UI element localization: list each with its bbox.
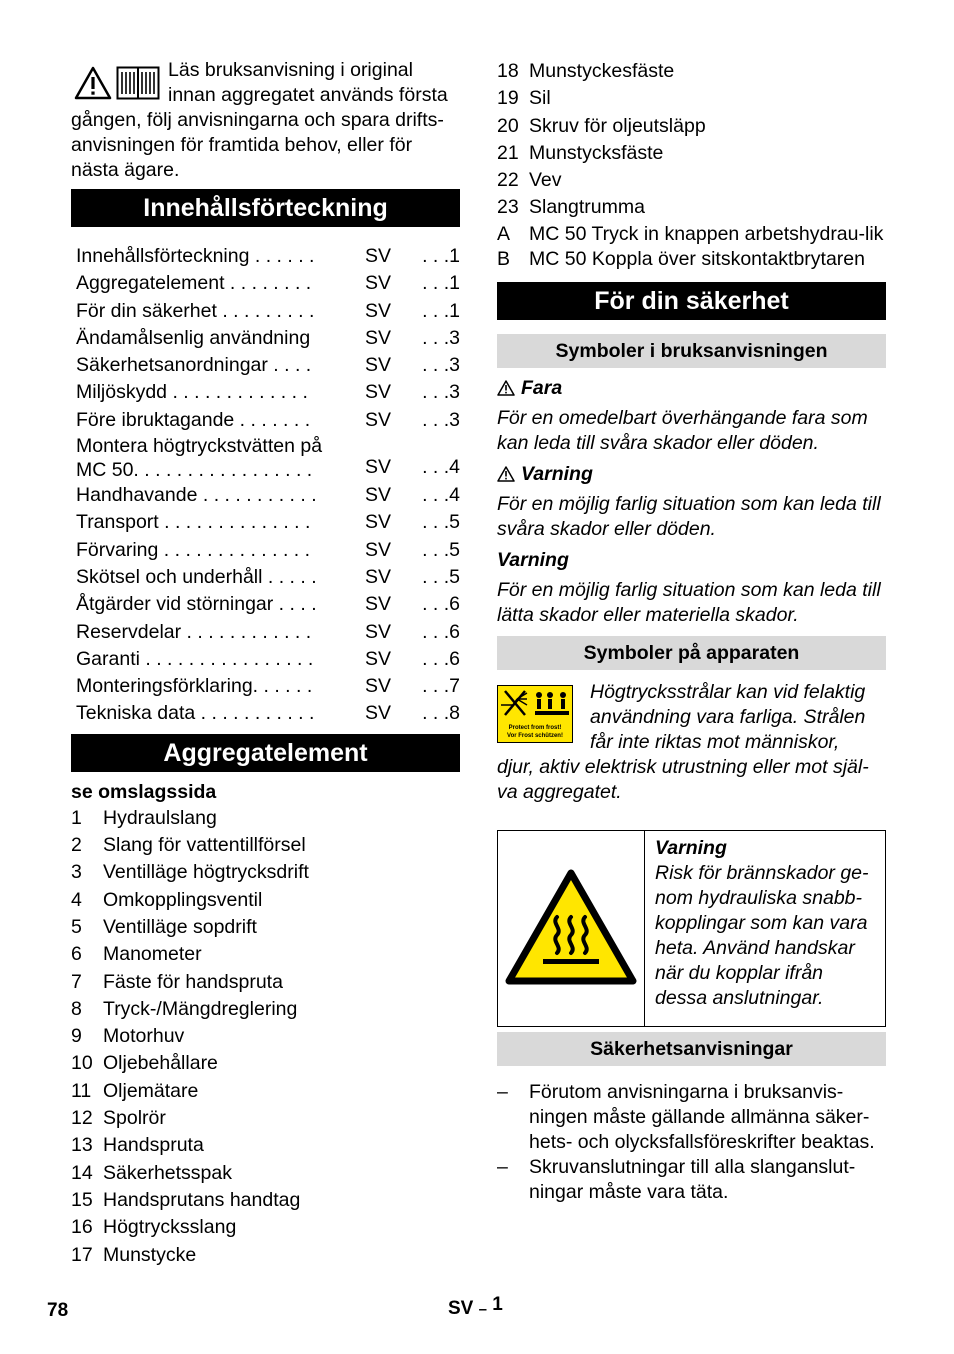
toc-page: . . .3 (422, 408, 460, 431)
list-item-number: 2 (71, 834, 82, 857)
toc-row (76, 537, 460, 564)
frost-text-line-1: Protect from frost! (508, 724, 562, 731)
list-item-number: 3 (71, 861, 82, 884)
list-item-text: Spolrör (103, 1107, 166, 1130)
dash-item-text: Skruvanslutningar till alla slanganslut-ningar måste vara täta. (529, 1155, 856, 1203)
list-item-text: Munstyckesfäste (529, 60, 675, 82)
toc-page: . . .4 (422, 456, 460, 479)
section-page-label (448, 1296, 503, 1322)
symbols-manual-heading: Symboler i bruksanvisningen (497, 334, 886, 368)
toc-page: . . .7 (422, 675, 460, 698)
list-item-number: 21 (497, 141, 519, 164)
toc-lang: SV (365, 511, 392, 534)
toc-row (76, 434, 460, 482)
list-item (71, 832, 460, 859)
device-symbol-lead-text: Högtrycksstrålar kan vid felaktig användning vara farliga. Strålen får inte riktas mot människor, (590, 680, 866, 753)
list-item-number: 10 (71, 1052, 93, 1075)
list-item-text: Högtrycksslang (103, 1216, 237, 1239)
toc-page: . . .1 (422, 272, 460, 295)
dash-bullet: – (497, 1080, 508, 1103)
toc-lang: SV (365, 245, 392, 267)
toc-lang: SV (365, 326, 392, 349)
varning-text-1: För en möjlig farlig situation som kan leda till svåra skador eller döden. (497, 492, 881, 540)
list-item-text: MC 50 Koppla över sitskontaktbrytaren (529, 247, 865, 270)
safety-instructions-heading: Säkerhetsanvisningar (497, 1032, 886, 1066)
toc-page: . . .3 (422, 354, 460, 377)
intro-rest: gången, följ anvisningarna och spara drifts-anvisningen för framtida behov, eller för nästa ägare. (71, 109, 444, 181)
list-item-number: 19 (497, 87, 519, 110)
list-item-text: Skruv för oljeutsläpp (529, 114, 706, 137)
toc-lang: SV (365, 272, 392, 295)
toc-lang: SV (365, 647, 392, 670)
page-number: 78 (47, 1300, 69, 1321)
toc-lang: SV (365, 408, 392, 431)
list-item-number: 11 (71, 1079, 92, 1102)
toc-page: . . .1 (422, 245, 460, 267)
manual-book-icon (116, 66, 160, 100)
list-item (71, 1078, 460, 1105)
warning-triangle-icon (497, 466, 515, 482)
list-item-text: Hydraulslang (103, 806, 217, 829)
toc-row (76, 564, 460, 591)
toc-title: Montera högtryckstvätten på MC 50. . . . . . . . . . . . . . . . . (76, 435, 323, 482)
varning-block-1 (497, 462, 886, 542)
toc-row (76, 673, 460, 700)
warning-triangle-icon (497, 380, 515, 396)
toc-lang: SV (365, 565, 392, 588)
toc-title: Innehållsförteckning . . . . . . (76, 245, 315, 267)
device-symbol-block (497, 680, 886, 805)
toc-title: Miljöskydd . . . . . . . . . . . . . (76, 381, 308, 404)
toc-title: Transport . . . . . . . . . . . . . . (76, 511, 311, 534)
varning-text-2: För en möjlig farlig situation som kan leda till lätta skador eller materiella skador. (497, 578, 881, 626)
toc-row (76, 352, 460, 379)
frost-text-line-2: Vor Frost schützen! (507, 732, 563, 739)
list-item (71, 1105, 460, 1132)
varning-title-2 (497, 548, 886, 573)
list-item-number: 6 (71, 943, 82, 966)
list-item (71, 805, 460, 832)
toc-row (76, 298, 460, 325)
toc-lang: SV (365, 593, 392, 616)
list-item (71, 1187, 460, 1214)
toc-title: Garanti . . . . . . . . . . . . . . . . (76, 647, 314, 670)
toc-title: Förvaring . . . . . . . . . . . . . . (76, 538, 311, 561)
left-column (71, 58, 460, 1269)
toc-title: Skötsel och underhåll . . . . . (76, 565, 317, 588)
list-item (71, 1242, 460, 1269)
list-item-text: Fäste för handspruta (103, 970, 283, 993)
list-item (497, 1155, 886, 1205)
list-item-number: 22 (497, 169, 519, 192)
toc-title: Ändamålsenlig användning (76, 326, 311, 349)
list-item (71, 1160, 460, 1187)
component-list (71, 805, 460, 1269)
list-item-text: Handspruta (103, 1134, 204, 1157)
varning-label-1: Varning (521, 462, 593, 485)
intro-second-line: innan aggregatet används första (168, 84, 448, 106)
toc-page: . . .3 (422, 381, 460, 404)
toc-page: . . .5 (422, 565, 460, 588)
list-item (71, 1023, 460, 1050)
list-item (71, 1132, 460, 1159)
list-item-text: Slangtrumma (529, 196, 645, 219)
list-item-text: Munstycke (103, 1243, 197, 1266)
list-item-number: 17 (71, 1243, 93, 1266)
list-item (497, 58, 886, 85)
burn-warning-icon-cell (498, 831, 645, 1026)
list-item-number: A (497, 222, 511, 245)
list-item (71, 887, 460, 914)
list-item-text: Tryck-/Mängdreglering (103, 997, 298, 1020)
footer-page: 1 (492, 1294, 503, 1315)
hot-surface-icon (505, 869, 637, 987)
toc-lang: SV (365, 456, 392, 479)
right-column (497, 58, 886, 1205)
toc-lang: SV (365, 702, 392, 725)
device-symbol-rest-text: djur, aktiv elektrisk utrustning eller mot själ-va aggregatet. (497, 755, 869, 803)
list-item (71, 1050, 460, 1077)
list-item-number: 9 (71, 1025, 82, 1048)
toc-title: Tekniska data . . . . . . . . . . . (76, 702, 315, 725)
table-of-contents (71, 243, 460, 728)
warning-triangle-icon (74, 66, 112, 100)
list-item-number: 14 (71, 1161, 93, 1184)
toc-title: Aggregatelement . . . . . . . . (76, 272, 312, 295)
intro-block (71, 58, 460, 183)
list-item-number: 23 (497, 196, 519, 219)
list-item-text: Omkopplingsventil (103, 888, 263, 911)
burn-warning-text-cell (645, 831, 885, 1026)
list-item (497, 247, 886, 272)
list-item (71, 914, 460, 941)
toc-page: . . .5 (422, 538, 460, 561)
toc-row (76, 325, 460, 352)
list-item-number: 15 (71, 1188, 93, 1211)
toc-row (76, 407, 460, 434)
list-item-text: Handsprutans handtag (103, 1188, 301, 1211)
list-item-text: Oljemätare (103, 1079, 199, 1102)
list-item-text: Ventilläge högtrycksdrift (103, 861, 309, 884)
list-item (497, 113, 886, 140)
fara-label: Fara (521, 376, 563, 399)
intro-first-line: Läs bruksanvisning i original (168, 59, 413, 81)
list-item-number: 13 (71, 1134, 93, 1157)
list-item-number: 12 (71, 1107, 93, 1130)
symbols-device-heading: Symboler på apparaten (497, 636, 886, 670)
toc-page: . . .4 (422, 484, 460, 507)
list-item-number: B (497, 247, 511, 270)
toc-title: Handhavande . . . . . . . . . . . (76, 484, 317, 507)
list-item (497, 1080, 886, 1155)
burn-warning-label: Varning (655, 836, 727, 859)
toc-lang: SV (365, 538, 392, 561)
see-cover-note: se omslagssida (71, 780, 217, 803)
list-item (71, 859, 460, 886)
aggregat-heading: Aggregatelement (71, 734, 460, 772)
list-item (497, 222, 886, 247)
varning-block-2 (497, 548, 886, 628)
list-item-text: Vev (529, 169, 562, 192)
toc-page: . . .5 (422, 511, 460, 534)
list-item-text: MC 50 Tryck in knappen arbetshydrau-lik (529, 222, 884, 245)
toc-lang: SV (365, 354, 392, 377)
safety-instructions-list (497, 1080, 886, 1205)
high-pressure-warning-icon (497, 685, 573, 743)
burn-warning-text: Risk för brännskador ge-nom hydrauliska snabb-kopplingar som kan vara heta. Använd handskar när du kopplar ifrån dessa anslutningar. (655, 861, 869, 1009)
toc-page: . . .3 (422, 326, 460, 349)
dash-bullet: – (497, 1155, 508, 1178)
list-item-number: 18 (497, 60, 519, 82)
toc-lang: SV (365, 381, 392, 404)
fara-block (497, 376, 886, 456)
fara-text: För en omedelbart överhängande fara som kan leda till svåra skador eller döden. (497, 406, 868, 454)
list-item-number: 5 (71, 915, 82, 938)
footer-lang: SV (448, 1298, 474, 1319)
toc-title: Säkerhetsanordningar . . . . (76, 354, 312, 377)
list-item-text: Sil (529, 87, 551, 110)
list-item-number: 8 (71, 997, 82, 1020)
burn-warning-table (497, 830, 886, 1027)
list-item-text: Oljebehållare (103, 1052, 218, 1075)
toc-title: För din säkerhet . . . . . . . . . (76, 299, 315, 322)
dash-item-text: Förutom anvisningarna i bruksanvis-ningen måste gällande allmänna säker-hets- och olycksfallsföreskrifter beaktas. (529, 1080, 875, 1153)
varning-title-1 (497, 462, 886, 487)
list-item (497, 85, 886, 112)
toc-row (76, 270, 460, 297)
toc-lang: SV (365, 675, 392, 698)
list-item (497, 167, 886, 194)
list-item-text: Ventilläge sopdrift (103, 915, 257, 938)
list-item (71, 996, 460, 1023)
intro-icons (74, 66, 160, 100)
list-item-text: Manometer (103, 943, 202, 966)
list-item-number: 1 (71, 806, 82, 829)
list-item-text: Slang för vattentillförsel (103, 834, 306, 857)
toc-row (76, 591, 460, 618)
list-item-text: Säkerhetsspak (103, 1161, 232, 1184)
toc-row (76, 509, 460, 536)
list-item-number: 4 (71, 888, 82, 911)
toc-page: . . .6 (422, 647, 460, 670)
toc-lang: SV (365, 484, 392, 507)
toc-page: . . .8 (422, 702, 460, 725)
toc-page: . . .6 (422, 620, 460, 643)
toc-row (76, 619, 460, 646)
list-item-text: Munstycksfäste (529, 141, 664, 164)
toc-heading: Innehållsförteckning (71, 189, 460, 227)
footer-separator: – (478, 1301, 487, 1318)
toc-title: Monteringsförklaring. . . . . . (76, 675, 313, 698)
list-item-number: 7 (71, 970, 82, 993)
toc-row (76, 243, 460, 270)
component-list-continued (497, 58, 886, 272)
list-item (71, 941, 460, 968)
list-item (71, 969, 460, 996)
toc-lang: SV (365, 620, 392, 643)
list-item (497, 194, 886, 221)
fara-title (497, 376, 886, 401)
varning-label-2: Varning (497, 548, 569, 571)
toc-page: . . .6 (422, 593, 460, 616)
list-item-number: 16 (71, 1216, 93, 1239)
list-item (497, 140, 886, 167)
toc-title: Åtgärder vid störningar . . . . (76, 593, 317, 616)
toc-row (76, 482, 460, 509)
toc-title: Före ibruktagande . . . . . . . (76, 408, 311, 431)
toc-row (76, 379, 460, 406)
toc-title: Reservdelar . . . . . . . . . . . . (76, 620, 312, 643)
safety-heading: För din säkerhet (497, 282, 886, 320)
list-item-number: 20 (497, 114, 519, 137)
toc-lang: SV (365, 299, 392, 322)
toc-row (76, 700, 460, 727)
toc-row (76, 646, 460, 673)
list-item (71, 1214, 460, 1241)
toc-page: . . .1 (422, 299, 460, 322)
list-item-text: Motorhuv (103, 1025, 185, 1048)
